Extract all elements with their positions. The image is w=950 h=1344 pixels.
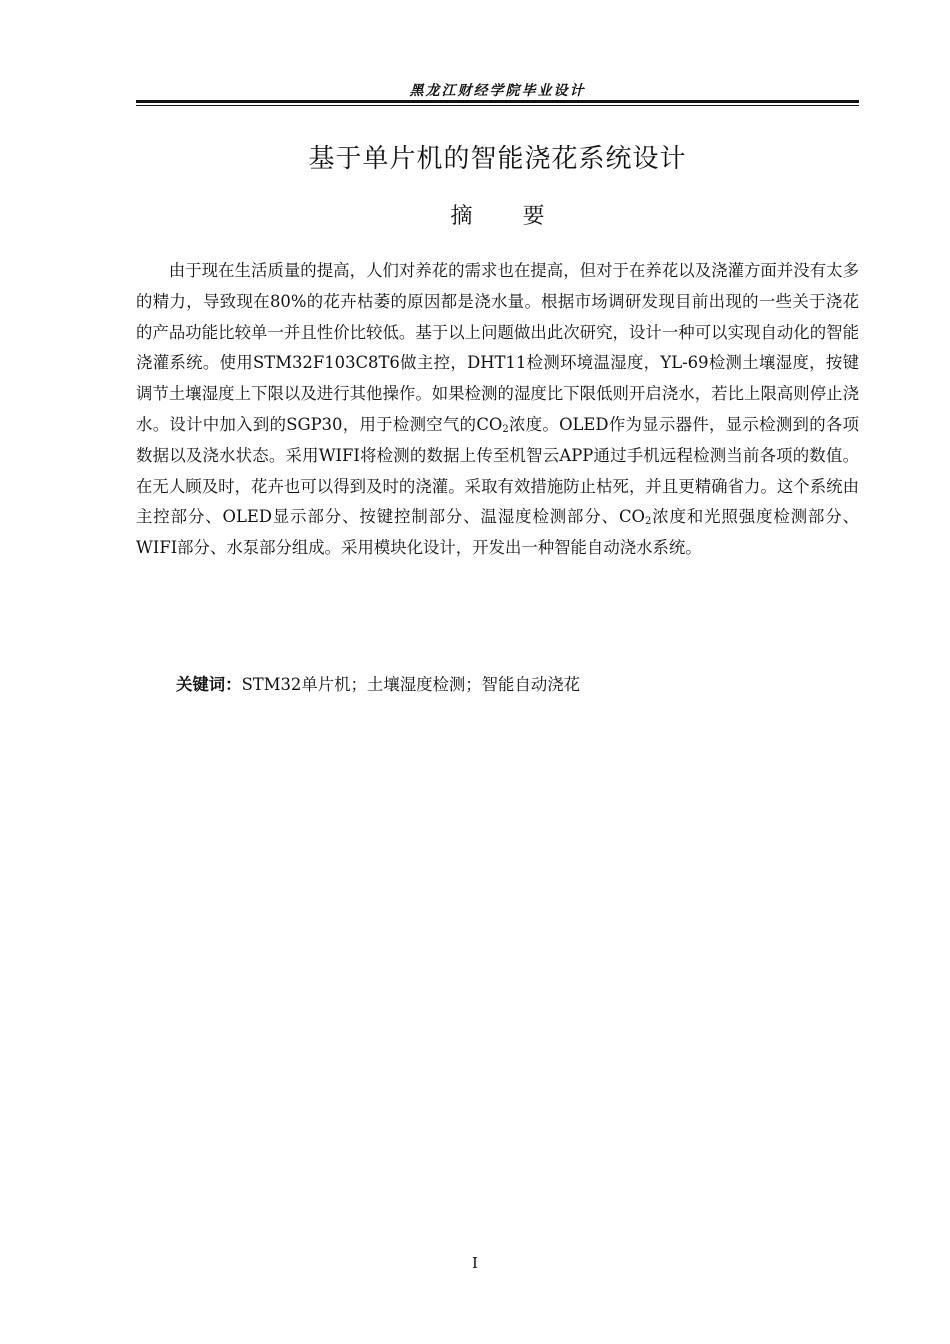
keywords-value: STM32单片机；土壤湿度检测；智能自动浇花 xyxy=(241,675,581,694)
co2-subscript-2: 2 xyxy=(644,516,652,528)
keywords-line xyxy=(176,672,580,698)
abstract-heading xyxy=(136,199,859,230)
running-header: 黑龙江财经学院毕业设计 xyxy=(409,83,586,99)
keywords-label: 关键词： xyxy=(176,675,242,694)
page-number: I xyxy=(472,1254,478,1272)
abstract-heading-char-1: 摘 xyxy=(450,204,473,229)
abstract-text-part-1: 由于现在生活质量的提高，人们对养花的需求也在提高，但对于在养花以及浇灌方面并没有太多的精力，导致现在80%的花卉枯萎的原因都是浇水量。根据市场调研发现目前出现的一些关于浇花的产品功能比较单一并且性价比较低。基于以上问题做出此次研究，设计一种可以实现自动化的智能浇灌系统。使用STM32F103C8T6做主控，DHT11检测环境温湿度，YL-69检测土壤湿度，按键调节土壤湿度上下限以及进行其他操作。如果检测的湿度比下限低则开启浇水，若比上限高则停止浇水。设计中加入到的SGP30，用于检测空气的CO xyxy=(136,261,859,434)
header-rule-thick xyxy=(136,100,859,103)
abstract-text-part-2: 浓度。OLED作为显示器件，显示检测到的各项数据以及浇水状态。采用WIFI将检测的数据上传至机智云APP通过手机远程检测当前各项的数值。在无人顾及时，花卉也可以得到及时的浇灌。采取有效措施防止枯死，并且更精确省力。这个系统由主控部分、OLED显示部分、按键控制部分、温湿度检测部分、CO xyxy=(136,414,859,527)
abstract-text-part-3: 浓度和光照强度检测部分、WIFI部分、水泵部分组成。采用模块化设计，开发出一种智能自动浇水系统。 xyxy=(136,507,860,558)
header-rule-thin xyxy=(136,105,859,106)
co2-subscript-1: 2 xyxy=(502,423,509,435)
document-title: 基于单片机的智能浇花系统设计 xyxy=(308,144,687,174)
abstract-heading-char-2: 要 xyxy=(522,204,545,229)
abstract-paragraph xyxy=(136,256,859,564)
